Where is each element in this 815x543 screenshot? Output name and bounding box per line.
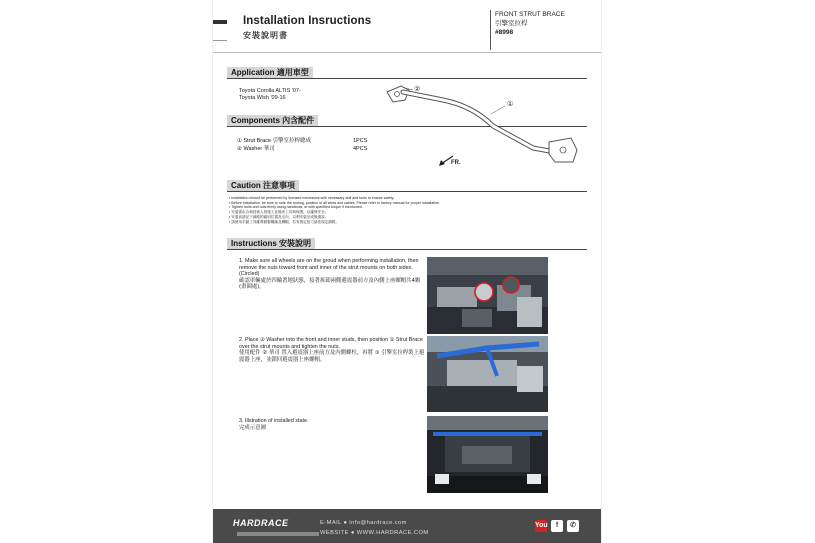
instruction-step-3	[239, 418, 425, 431]
component-qty: 1PCS	[353, 138, 368, 144]
wechat-icon[interactable]: ✆	[567, 520, 579, 532]
component-row	[237, 145, 367, 153]
step-3-photo	[427, 416, 548, 493]
instruction-step-1	[239, 258, 425, 291]
strut-brace-diagram	[383, 76, 583, 176]
application-heading: Application 適用車型	[227, 67, 313, 78]
header-rule	[213, 52, 601, 53]
product-name-zh: 引擎室拉桿	[495, 20, 528, 27]
step-text-zh: 使用配件 ② 華司 置入避震器上座前方及內側螺柱，再將 ① 引擎室拉桿裝上避震器上座，並鎖回避震器上座螺帽。	[239, 350, 425, 363]
step-1-photo	[427, 257, 548, 334]
step-text-en: 3. Illstration of installed state.	[239, 418, 309, 424]
caution-item: • Before installation, be sure to note the routing, position of all wires and cables. Please refer to factory manual for proper installation.	[229, 200, 441, 205]
brand-logo: HARDRACE	[233, 518, 289, 528]
step-text-zh: 確認車輛處於四輪著地狀態，接著拆卸兩側避震器前方及內側上座螺帽共4顆(畫圈處)。	[239, 277, 421, 291]
caution-list	[229, 196, 569, 224]
components-heading: Components 內含配件	[227, 115, 318, 126]
component-row	[237, 137, 367, 145]
application-item: Toyota Wish '09-16	[239, 95, 286, 101]
step-text-en: 1. Make sure all wheels are on the groud when performing installation, then remove the nuts toward front and inner of the strut mounts on both sides. (Circled)	[239, 258, 419, 278]
caution-heading: Caution 注意事項	[227, 180, 299, 191]
components-list	[237, 137, 367, 153]
header-accent-bar	[213, 20, 227, 24]
brand-tagline-bar	[237, 532, 319, 536]
caution-item: • 安裝前請記下線路的確切位置及走向，以利安裝完成後復原。	[229, 214, 329, 219]
instructions-section-header	[227, 238, 587, 250]
diagram-callout-1: ①	[507, 100, 514, 108]
diagram-callout-2: ②	[414, 85, 421, 93]
caution-item: • Installation should be performed by licensed mechanics with necessary skill and tools to ensure safety.	[229, 196, 395, 200]
component-qty: 4PCS	[353, 146, 368, 152]
youtube-icon[interactable]: You	[535, 520, 547, 532]
contact-email[interactable]: E-MAIL ● info@hardrace.com	[320, 520, 407, 526]
footer	[213, 509, 601, 543]
step-text-en: 2. Place ② Washer into the front and inner studs, then position ① Strut Brace over the strut mounts and tighten the nuts.	[239, 337, 423, 350]
component-name: ② Washer 華司	[237, 146, 275, 152]
instructions-heading: Instructions 安裝說明	[227, 238, 315, 249]
product-info	[495, 10, 565, 37]
product-name: FRONT STRUT BRACE	[495, 11, 565, 18]
instruction-sheet	[213, 0, 601, 543]
facebook-icon[interactable]: f	[551, 520, 563, 532]
step-2-photo	[427, 336, 548, 412]
application-list	[239, 88, 301, 102]
caution-item: • Tighten bolts and nuts firmly using handtools, or with specified torque if mentioned.	[229, 205, 363, 210]
application-item: Toyota Corolla ALTIS '07-	[239, 88, 301, 94]
page-subtitle-zh: 安裝說明書	[243, 30, 288, 40]
header-divider	[490, 10, 491, 50]
caution-item: • 安裝需由合格技術人員施工並備妥工具與保護，以確保安全。	[229, 210, 329, 215]
instruction-step-2	[239, 337, 425, 363]
step-text-zh: 完成示意圖	[239, 424, 266, 431]
contact-website[interactable]: WEBSITE ● WWW.HARDRACE.COM	[320, 530, 429, 536]
component-name: ① Strut Brace 引擎室拉桿總成	[237, 138, 311, 144]
social-icons	[535, 520, 579, 532]
page-title: Installation Insructions	[243, 15, 372, 27]
direction-label: FR.	[451, 160, 461, 166]
caution-section-header	[227, 180, 587, 192]
caution-item: • 請使用手動工具確實鎖緊螺絲及螺帽，若有指定扭力請依規定鎖附。	[229, 219, 340, 224]
product-code: #8998	[495, 29, 514, 36]
header-accent-line	[213, 40, 227, 41]
contact-info	[320, 518, 429, 538]
